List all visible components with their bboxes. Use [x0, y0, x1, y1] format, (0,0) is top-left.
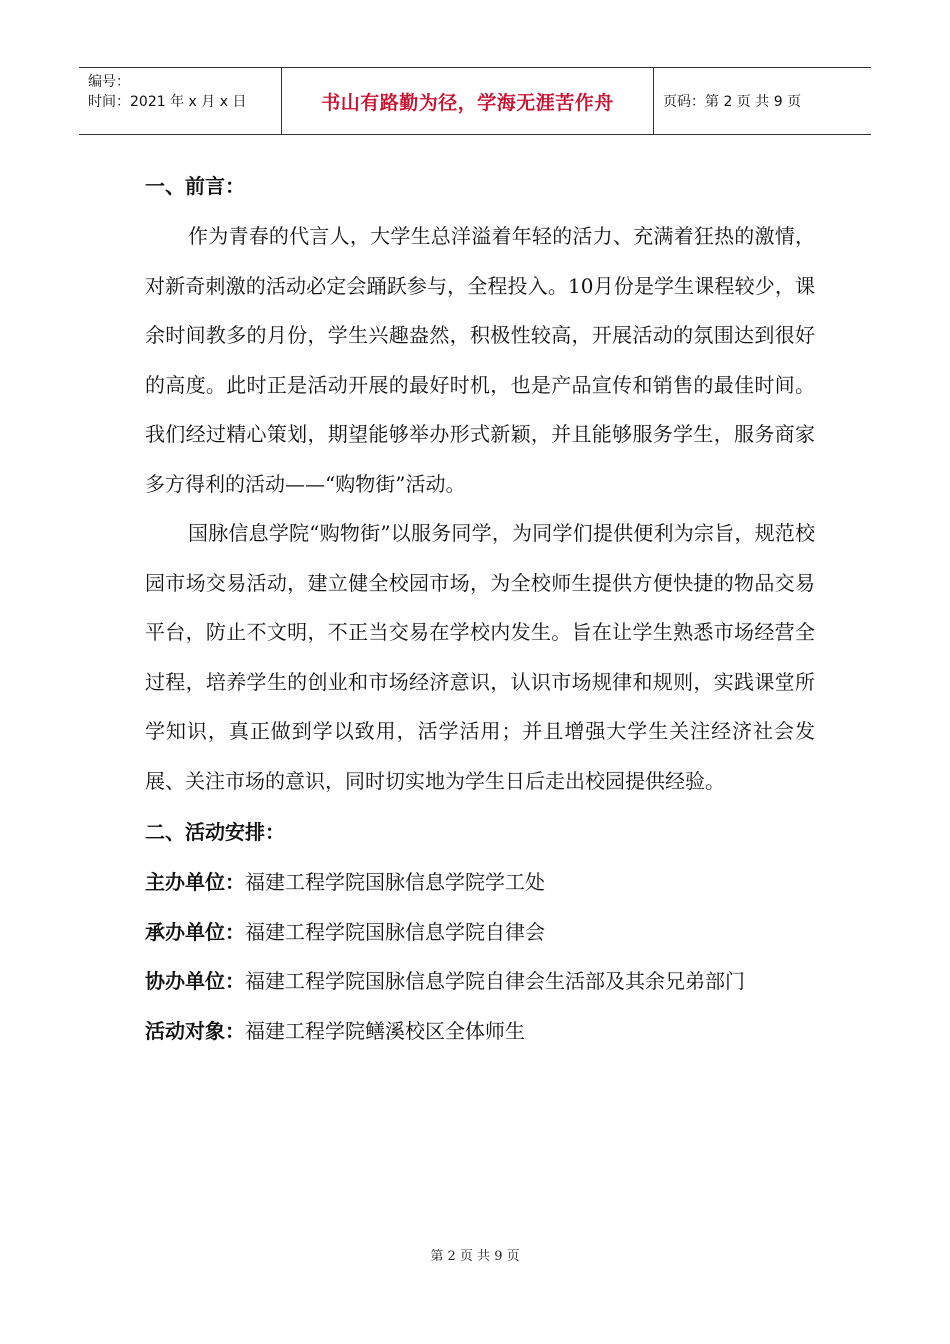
item-value: 福建工程学院国脉信息学院自律会 [245, 919, 545, 944]
item-label: 承办单位： [145, 919, 245, 944]
item-value: 福建工程学院鳝溪校区全体师生 [245, 1018, 525, 1043]
paragraph: 国脉信息学院“购物街”以服务同学，为同学们提供便利为宗旨，规范校园市场交易活动，建立健全校园市场，为全校师生提供方便快捷的物品交易平台，防止不文明，不正当交易在学校内发生。旨在让学生熟悉市场经营全过程，培养学生的创业和市场经济意识，认识市场规律和规则，实践课堂所学知识，真正做到学以致用，活学活用；并且增强大学生关注经济社会发展、关注市场的意识，同时切实地为学生日后走出校园提供经验。 [145, 521, 815, 793]
header-motto: 书山有路勤为径，学海无涯苦作舟 [282, 68, 654, 134]
item-value: 福建工程学院国脉信息学院自律会生活部及其余兄弟部门 [245, 969, 745, 993]
arrangement-item [145, 957, 815, 1007]
header-page-info: 页码：第 2 页 共 9 页 [663, 94, 802, 110]
arrangement-item [145, 858, 815, 908]
section-heading-arrangement: 二、活动安排： [145, 820, 285, 844]
document-body [145, 160, 815, 1056]
page-footer: 第 2 页 共 9 页 [430, 1249, 520, 1264]
number-label: 编号： [88, 74, 130, 90]
item-value: 福建工程学院国脉信息学院学工处 [245, 870, 545, 894]
item-label: 协办单位： [145, 969, 245, 993]
item-label: 活动对象： [145, 1018, 245, 1043]
section-heading-preface: 一、前言： [145, 174, 245, 198]
arrangement-item [145, 1007, 815, 1057]
arrangement-item [145, 908, 815, 958]
time-label: 时间：2021 年 x 月 x 日 [88, 94, 247, 110]
document-header [79, 67, 871, 135]
header-meta [79, 68, 282, 134]
paragraph: 作为青春的代言人，大学生总洋溢着年轻的活力、充满着狂热的激情，对新奇刺激的活动必定会踊跃参与，全程投入。10月份是学生课程较少，课余时间教多的月份，学生兴趣盎然，积极性较高，开展活动的氛围达到很好的高度。此时正是活动开展的最好时机，也是产品宣传和销售的最佳时间。我们经过精心策划，期望能够举办形式新颖，并且能够服务学生，服务商家多方得利的活动——“购物街”活动。 [145, 224, 815, 496]
item-label: 主办单位： [145, 870, 245, 894]
